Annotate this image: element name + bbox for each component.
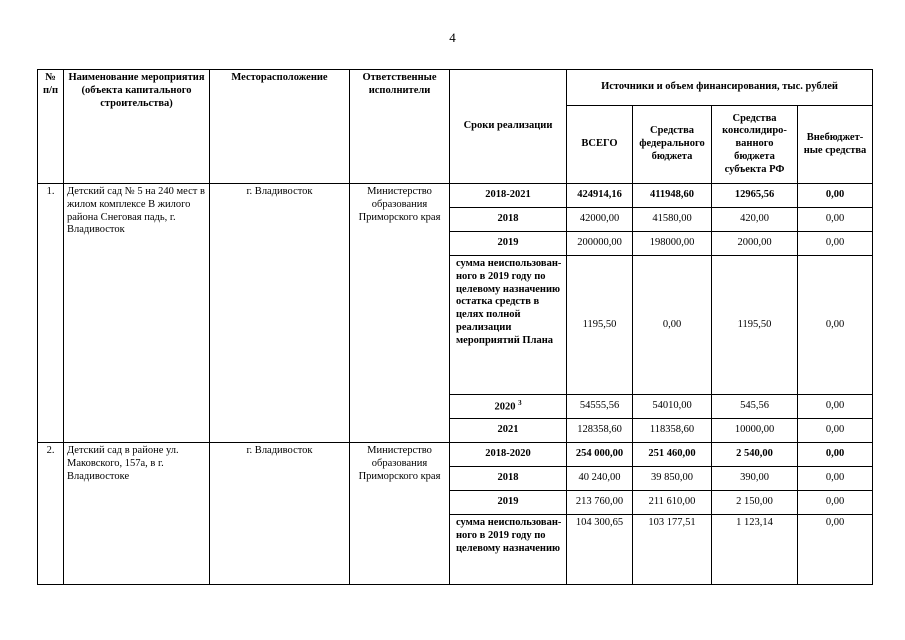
object-number: 1.	[38, 184, 64, 443]
header-offbudget: Внебюджет- ные средства	[798, 106, 873, 184]
term-cell	[450, 232, 567, 256]
term-label: 2018	[497, 213, 519, 225]
term-label: 2020	[494, 401, 516, 413]
table-row	[38, 443, 873, 467]
value-regional: 1195,50	[712, 256, 798, 395]
value-federal: 41580,00	[633, 208, 712, 232]
term-cell	[450, 443, 567, 467]
header-num: № п/п	[38, 70, 64, 184]
value-total: 42000,00	[567, 208, 633, 232]
header-total: ВСЕГО	[567, 106, 633, 184]
value-regional: 420,00	[712, 208, 798, 232]
value-total: 200000,00	[567, 232, 633, 256]
value-regional: 10000,00	[712, 419, 798, 443]
value-total: 40 240,00	[567, 467, 633, 491]
value-federal: 411948,60	[633, 184, 712, 208]
value-offbudget: 0,00	[798, 443, 873, 467]
term-label: сумма неиспользован- ного в 2019 году по целевому назначению остатка средств в целях полной реализации мероприятий Плана	[456, 258, 562, 346]
header-funding: Источники и объем финансирования, тыс. рублей	[567, 70, 873, 106]
value-total: 424914,16	[567, 184, 633, 208]
term-cell	[450, 184, 567, 208]
value-regional: 12965,56	[712, 184, 798, 208]
value-federal: 103 177,51	[633, 515, 712, 585]
value-federal: 0,00	[633, 256, 712, 395]
value-offbudget: 0,00	[798, 232, 873, 256]
object-name: Детский сад в районе ул. Маковского, 157а, в г. Владивостоке	[64, 443, 210, 585]
object-name: Детский сад № 5 на 240 мест в жилом комплексе В жилого района Снеговая падь, г. Владивосток	[64, 184, 210, 443]
term-cell	[450, 419, 567, 443]
value-total: 213 760,00	[567, 491, 633, 515]
value-federal: 198000,00	[633, 232, 712, 256]
term-label: 2018-2020	[485, 448, 531, 460]
value-offbudget: 0,00	[798, 515, 873, 585]
page-number: 4	[449, 30, 456, 45]
value-offbudget: 0,00	[798, 395, 873, 419]
table-body	[38, 184, 873, 585]
term-cell	[450, 208, 567, 232]
object-location: г. Владивосток	[210, 443, 350, 585]
value-offbudget: 0,00	[798, 419, 873, 443]
footnote-mark: 3	[518, 398, 522, 407]
value-offbudget: 0,00	[798, 208, 873, 232]
table-header	[38, 70, 873, 184]
value-regional: 2 540,00	[712, 443, 798, 467]
funding-table	[37, 69, 873, 585]
header-location: Месторасположение	[210, 70, 350, 184]
value-total: 104 300,65	[567, 515, 633, 585]
value-federal: 251 460,00	[633, 443, 712, 467]
value-offbudget: 0,00	[798, 467, 873, 491]
object-executor: Министерство образования Приморского края	[350, 443, 450, 585]
object-location: г. Владивосток	[210, 184, 350, 443]
term-cell	[450, 395, 567, 419]
term-cell	[450, 491, 567, 515]
value-total: 254 000,00	[567, 443, 633, 467]
term-label: 2018-2021	[485, 189, 531, 201]
term-label: 2021	[497, 424, 519, 436]
value-offbudget: 0,00	[798, 256, 873, 395]
term-cell	[450, 467, 567, 491]
object-number: 2.	[38, 443, 64, 585]
term-cell	[450, 515, 567, 585]
value-regional: 1 123,14	[712, 515, 798, 585]
value-federal: 54010,00	[633, 395, 712, 419]
value-offbudget: 0,00	[798, 491, 873, 515]
value-total: 54555,56	[567, 395, 633, 419]
value-total: 128358,60	[567, 419, 633, 443]
header-federal: Средства федерального бюджета	[633, 106, 712, 184]
header-regional: Средства консолидиро- ванного бюджета субъекта РФ	[712, 106, 798, 184]
term-cell	[450, 256, 567, 395]
value-offbudget: 0,00	[798, 184, 873, 208]
value-total: 1195,50	[567, 256, 633, 395]
header-terms: Сроки реализации	[450, 70, 567, 184]
value-regional: 2000,00	[712, 232, 798, 256]
value-regional: 390,00	[712, 467, 798, 491]
value-federal: 211 610,00	[633, 491, 712, 515]
value-federal: 118358,60	[633, 419, 712, 443]
value-regional: 545,56	[712, 395, 798, 419]
value-federal: 39 850,00	[633, 467, 712, 491]
header-executors: Ответственные исполнители	[350, 70, 450, 184]
term-label: сумма неиспользован- ного в 2019 году по целевому назначению	[456, 517, 562, 554]
term-label: 2019	[497, 237, 519, 249]
term-label: 2018	[497, 472, 519, 484]
object-executor: Министерство образования Приморского края	[350, 184, 450, 443]
table-row	[38, 184, 873, 208]
term-label: 2019	[497, 496, 519, 508]
header-name: Наименование мероприятия (объекта капитального строительства)	[64, 70, 210, 184]
value-regional: 2 150,00	[712, 491, 798, 515]
